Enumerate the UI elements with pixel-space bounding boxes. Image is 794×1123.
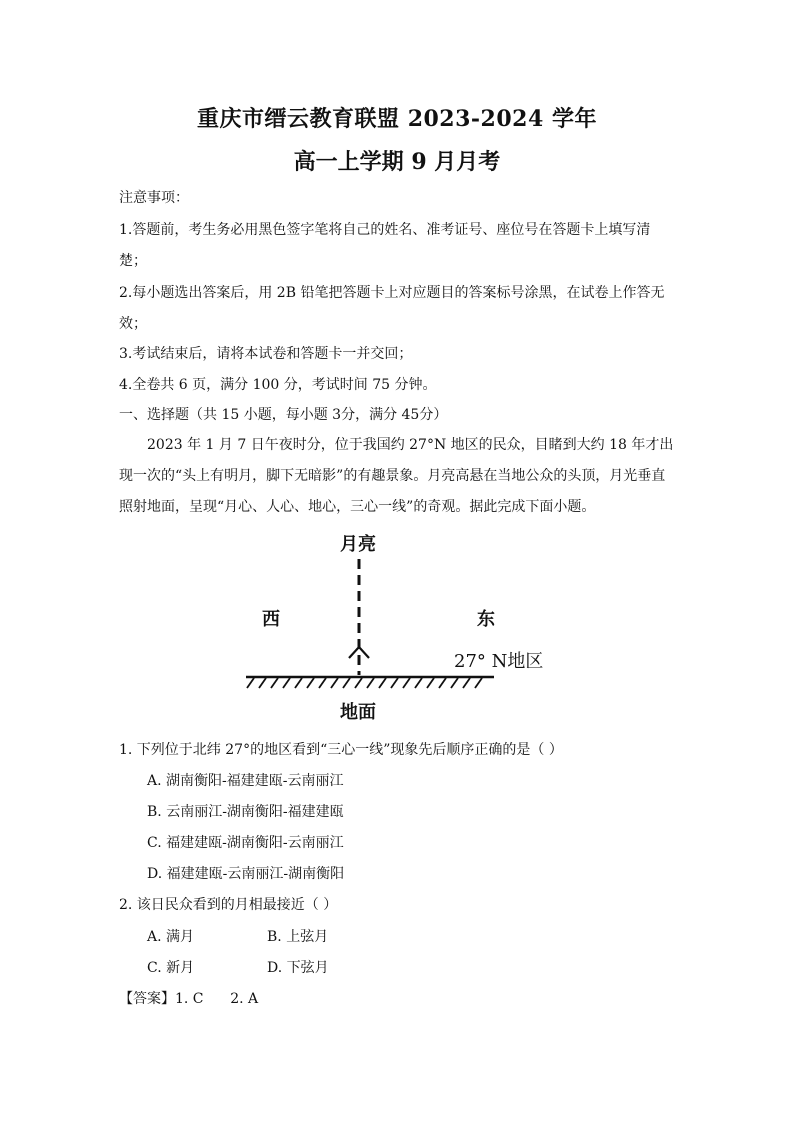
hatch-mark [343,678,350,688]
hatch-mark [331,678,338,688]
question-1-stem: 1. 下列位于北纬 27°的地区看到“三心一线”现象先后顺序正确的是（ ） [119,742,563,758]
hatch-mark [463,678,470,688]
question-1-option-a: A. 湖南衡阳-福建建瓯-云南丽江 [147,773,344,789]
notice-item1-line2: 楚； [119,253,147,269]
hatch-mark [475,678,482,688]
question-1-option-d: D. 福建建瓯-云南丽江-湖南衡阳 [147,866,345,882]
ground-hatching [247,678,482,688]
hatch-mark [271,678,278,688]
hatch-mark [379,678,386,688]
hatch-mark [427,678,434,688]
hatch-mark [355,678,362,688]
hatch-mark [247,678,254,688]
hatch-mark [319,678,326,688]
hatch-mark [451,678,458,688]
hatch-mark [283,678,290,688]
question-2-option-a: A. 满月 [147,929,195,945]
moon-label: 月亮 [340,534,376,555]
east-label: 东 [477,609,495,630]
notice-item4: 4.全卷共 6 页，满分 100 分，考试时间 75 分钟。 [119,377,437,393]
passage-text: 2023 年 1 月 7 日午夜时分，位于我国约 27°N 地区的民众，目睹到大约 18 年才出现一次的“头上有明月，脚下无暗影”的有趣景象。月亮高悬在当地公众的头顶，月光垂直照射地面，呈现“月心、人心、地心，三心一线”的奇观。据此完成下面小题。 [119,437,674,515]
region-label: 27° N地区 [454,651,544,672]
question-1-option-b: B. 云南丽江-湖南衡阳-福建建瓯 [147,804,344,820]
section-heading: 一、选择题（共 15 小题，每小题 3分，满分 45分） [119,407,448,423]
hatch-mark [367,678,374,688]
hatch-mark [403,678,410,688]
notice-item1-line1: 1.答题前，考生务必用黑色签字笔将自己的姓名、准考证号、座位号在答题卡上填写清 [119,222,651,238]
ground-label: 地面 [340,702,376,723]
notice-item3: 3.考试结束后，请将本试卷和答题卡一并交回； [119,346,413,362]
hatch-mark [391,678,398,688]
west-label: 西 [262,609,280,630]
notice-item2-line2: 效； [119,316,147,332]
answer-line [119,988,258,1008]
notice-item2-line1: 2.每小题选出答案后，用 2B 铅笔把答题卡上对应题目的答案标号涂黑，在试卷上作答无 [119,285,665,301]
question-1-option-c: C. 福建建瓯-湖南衡阳-云南丽江 [147,835,344,851]
hatch-mark [415,678,422,688]
hatch-mark [259,678,266,688]
question-2-option-b: B. 上弦月 [267,929,329,945]
hatch-mark [295,678,302,688]
hatch-mark [439,678,446,688]
notice-heading: 注意事项： [119,190,189,206]
answer-text: 1. C 2. A [175,991,259,1007]
hatch-mark [307,678,314,688]
exam-title-line2: 高一上学期 9 月月考 [293,149,501,175]
question-2-option-c: C. 新月 [147,960,195,976]
answer-label: 【答案】 [119,991,175,1007]
exam-title-line1: 重庆市缙云教育联盟 2023-2024 学年 [197,106,597,132]
question-2-stem: 2. 该日民众看到的月相最接近（ ） [119,897,338,913]
question-2-option-d: D. 下弦月 [267,960,329,976]
moon-zenith-diagram [240,525,560,725]
